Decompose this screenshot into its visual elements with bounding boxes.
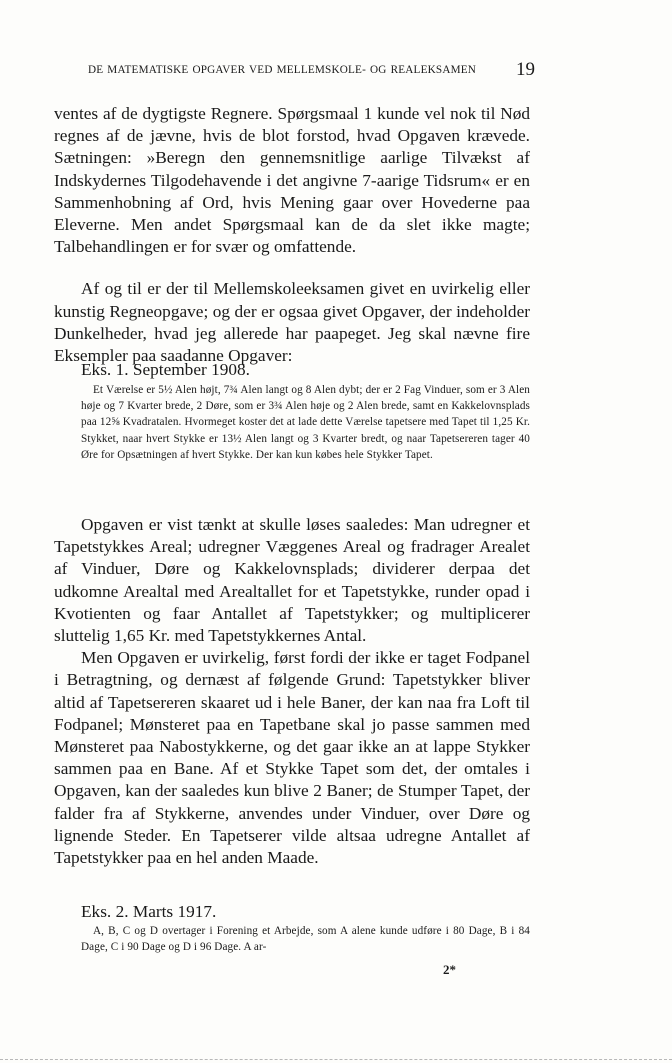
page-number: 19 [516,59,535,80]
printer-signature: 2* [443,962,456,977]
scan-edge-line [0,1059,672,1060]
example-2-heading: Eks. 2. Marts 1917. [81,902,217,921]
example-1-text [81,382,530,463]
body-section-2 [54,514,530,869]
running-head-title: DE MATEMATISKE OPGAVER VED MELLEMSKOLE- OG REALEKSAMEN [88,64,477,76]
example-2-problem: A, B, C og D overtager i Forening et Arbejde, som A alene kunde udføre i 80 Dage, B i 84 Dage, C i 90 Dage og D i 96 Dage. A ar- [81,925,530,954]
example-1-heading: Eks. 1. September 1908. [81,360,250,379]
example-2-text [81,923,530,955]
paragraph-intro-examples: Af og til er der til Mellemskoleeksamen givet en uvirkelig eller kunstig Regneopgave; og der er ogsaa givet Opgaver, der indeholder Dunkelheder, hvad jeg allerede har paapeget. Jeg skal nævne fire Eksempler paa saadanne Opgaver: [54,279,530,366]
example-1-problem: Et Værelse er 5½ Alen højt, 7¾ Alen langt og 8 Alen dybt; der er 2 Fag Vinduer, som er 3 Alen høje og 7 Kvarter brede, 2 Døre, som er 3¾ Alen høje og 2 Alen brede, samt en Kakkelovnsplads paa 12⅝ Kvadratalen. Hvormeget koster det at lade dette Værelse tapetsere med Tapet til 1,25 Kr. Stykket, naar hvert Stykke er 13½ Alen langt og 3 Kvarter bredt, og naar Tapetsereren tager 40 Øre for Opsætningen af hvert Stykke. Der kan kun købes hele Stykker Tapet. [81,384,530,461]
body-section-1 [54,103,530,367]
paragraph-continued: ventes af de dygtigste Regnere. Spørgsmaal 1 kunde vel nok til Nød regnes af de jævne, hvis de blot forstod, hvad Opgaven krævede. Sætningen: »Beregn den gennemsnitlige aarlige Tilvækst af Indskydernes Tilgodehavende i det angivne 7-aarige Tidsrum« er en Sammenhobning af Ord, hvis Mening gaar over Hovederne paa Eleverne. Men andet Spørgsmaal kan de da slet ikke magte; Talbehandlingen er for svær og omfattende. [54,104,530,257]
paragraph-solution: Opgaven er vist tænkt at skulle løses saaledes: Man udregner et Tapetstykkes Areal; udregner Væggenes Areal og fradrager Arealet af Vinduer, Døre og Kakkelovnsplads; dividerer derpaa det udkomne Arealtal med Arealtallet for et Tapetstykke, runder opad i Kvotienten og faar Antallet af Tapetstykker; og multiplicerer sluttelig 1,65 Kr. med Tapetstykkernes Antal. [54,515,530,646]
paragraph-critique: Men Opgaven er uvirkelig, først fordi der ikke er taget Fodpanel i Betragtning, og dernæst af følgende Grund: Tapetstykker bliver altid af Tapetsereren skaaret ud i hele Baner, der kan naa fra Loft til Fodpanel; Mønsteret paa en Tapetbane skal jo passe sammen med Mønsteret paa Nabostykkerne, og det gaar ikke an at lappe Stykker sammen paa en Bane. Af et Stykke Tapet som det, der omtales i Opgaven, kan der saaledes kun blive 2 Baner; de Stumper Tapet, der falder fra af Stykkerne, anvendes under Vinduer, over Døre og lignende Steder. En Tapetserer vilde altsaa udregne Antallet af Tapetstykker paa en hel anden Maade. [54,648,530,868]
